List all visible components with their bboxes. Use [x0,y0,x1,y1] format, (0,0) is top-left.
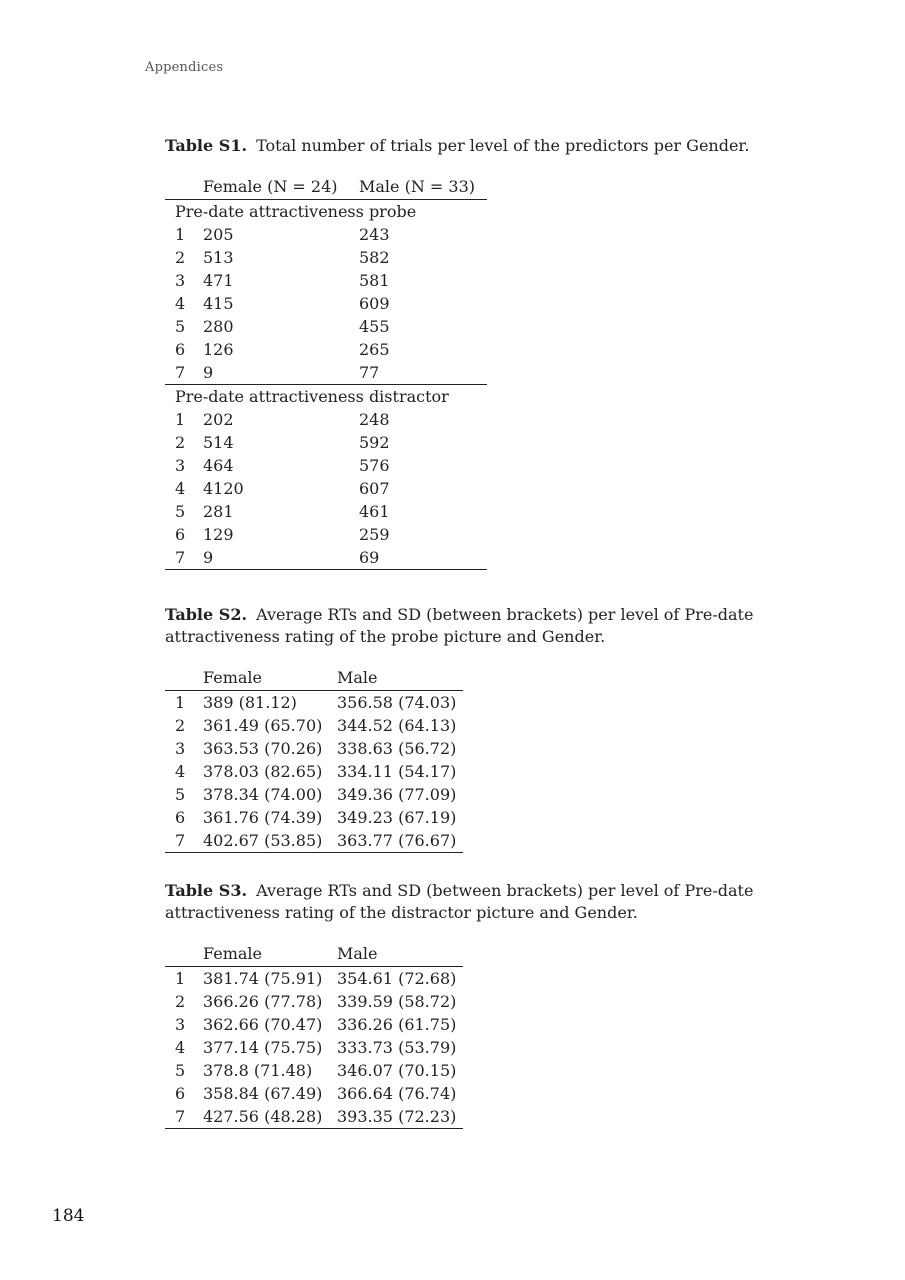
level-cell: 2 [175,716,186,735]
section-row [165,200,487,224]
level-cell: 1 [175,693,186,712]
male-cell: 346.07 (70.15) [337,1061,457,1080]
female-cell: 205 [203,225,234,244]
table-row [165,292,487,315]
female-cell: 126 [203,340,234,359]
page-number: 184 [52,1206,85,1226]
female-cell: 361.49 (65.70) [203,716,323,735]
female-cell: 4120 [203,479,244,498]
table-s2-label: Table S2. [165,605,248,624]
level-cell: 6 [175,340,186,359]
female-cell: 471 [203,271,234,290]
table-row [165,967,463,991]
table-row [165,1059,463,1082]
column-header-female: Female (N = 24) [203,173,359,200]
male-cell: 582 [359,248,390,267]
table-s3-caption [165,880,785,924]
female-cell: 358.84 (67.49) [203,1084,323,1103]
male-cell: 461 [359,502,390,521]
level-cell: 6 [175,525,186,544]
table-row [165,408,487,431]
level-cell: 1 [175,225,186,244]
level-cell: 7 [165,1105,203,1129]
male-cell: 576 [359,456,390,475]
level-cell: 7 [175,363,186,382]
male-cell: 77 [359,363,380,382]
table-row [165,269,487,292]
female-cell: 415 [203,294,234,313]
table-row [165,246,487,269]
table-s2-caption-text: Average RTs and SD (between brackets) per level of Pre-date attractiveness rating of the probe picture and Gender. [165,605,754,646]
male-cell: 333.73 (53.79) [337,1038,457,1057]
table-row [165,361,487,385]
table-row [165,691,463,715]
table-row [165,315,487,338]
table-row [165,714,463,737]
male-cell: 349.36 (77.09) [337,785,457,804]
table-row [165,829,463,853]
table-s1 [165,173,487,570]
female-cell: 361.76 (74.39) [203,808,323,827]
column-header-female: Female [203,664,337,691]
level-cell: 7 [165,546,203,570]
male-cell: 334.11 (54.17) [337,762,457,781]
column-header-male: Male (N = 33) [359,173,487,200]
level-cell: 5 [175,317,186,336]
female-cell: 427.56 (48.28) [203,1105,337,1129]
table-s1-body [165,200,487,570]
table-s2-body [165,691,463,853]
table-s3 [165,940,463,1129]
male-cell: 69 [359,546,487,570]
table-row [165,806,463,829]
table-s3-caption-text: Average RTs and SD (between brackets) per level of Pre-date attractiveness rating of the distractor picture and Gender. [165,881,754,922]
male-cell: 344.52 (64.13) [337,716,457,735]
male-cell: 336.26 (61.75) [337,1015,457,1034]
female-cell: 363.53 (70.26) [203,739,323,758]
section-title: Pre-date attractiveness probe [175,202,417,221]
table-row [165,1036,463,1059]
column-header-male: Male [337,664,463,691]
table-row [165,1013,463,1036]
level-cell: 3 [175,456,186,475]
male-cell: 349.23 (67.19) [337,808,457,827]
table-row [165,338,487,361]
table-s2 [165,664,463,853]
female-cell: 281 [203,502,234,521]
level-cell: 3 [175,271,186,290]
table-row [165,737,463,760]
table-s1-label: Table S1. [165,136,248,155]
female-cell: 9 [203,546,359,570]
table-header-row [165,173,487,200]
female-cell: 366.26 (77.78) [203,992,323,1011]
male-cell: 354.61 (72.68) [337,969,457,988]
table-s1-caption [165,135,785,157]
level-cell: 3 [175,1015,186,1034]
level-cell: 2 [175,248,186,267]
male-cell: 356.58 (74.03) [337,693,457,712]
male-cell: 592 [359,433,390,452]
table-s2-caption [165,604,785,648]
table-row [165,523,487,546]
level-cell: 1 [175,969,186,988]
female-cell: 464 [203,456,234,475]
male-cell: 259 [359,525,390,544]
male-cell: 265 [359,340,390,359]
level-cell: 2 [175,433,186,452]
female-cell: 129 [203,525,234,544]
male-cell: 455 [359,317,390,336]
male-cell: 609 [359,294,390,313]
level-cell: 4 [175,479,186,498]
female-cell: 377.14 (75.75) [203,1038,323,1057]
running-head: Appendices [145,60,224,75]
male-cell: 607 [359,479,390,498]
table-row [165,454,487,477]
column-header-male: Male [337,940,463,967]
level-cell: 6 [175,808,186,827]
table-row [165,431,487,454]
male-cell: 243 [359,225,390,244]
level-cell: 4 [175,294,186,313]
table-row [165,546,487,570]
level-cell: 5 [175,1061,186,1080]
male-cell: 248 [359,410,390,429]
section-row [165,385,487,409]
table-s1-caption-text: Total number of trials per level of the predictors per Gender. [256,136,750,155]
table-row [165,760,463,783]
column-header-female: Female [203,940,337,967]
female-cell: 280 [203,317,234,336]
table-row [165,223,487,246]
table-row [165,477,487,500]
level-cell: 5 [175,502,186,521]
table-s3-label: Table S3. [165,881,248,900]
level-cell: 7 [165,829,203,853]
male-cell: 363.77 (76.67) [337,829,463,853]
level-cell: 2 [175,992,186,1011]
level-cell: 6 [175,1084,186,1103]
level-cell: 3 [175,739,186,758]
table-row [165,1105,463,1129]
female-cell: 402.67 (53.85) [203,829,337,853]
female-cell: 378.8 (71.48) [203,1061,313,1080]
female-cell: 362.66 (70.47) [203,1015,323,1034]
level-cell: 4 [175,1038,186,1057]
table-header-row [165,664,463,691]
female-cell: 513 [203,248,234,267]
section-title: Pre-date attractiveness distractor [165,385,487,409]
female-cell: 202 [203,410,234,429]
male-cell: 366.64 (76.74) [337,1084,457,1103]
table-header-row [165,940,463,967]
female-cell: 381.74 (75.91) [203,969,323,988]
female-cell: 9 [203,363,214,382]
female-cell: 389 (81.12) [203,693,297,712]
female-cell: 378.34 (74.00) [203,785,323,804]
table-row [165,990,463,1013]
table-s3-body [165,967,463,1129]
table-row [165,500,487,523]
table-row [165,1082,463,1105]
male-cell: 581 [359,271,390,290]
female-cell: 378.03 (82.65) [203,762,323,781]
table-row [165,783,463,806]
level-cell: 5 [175,785,186,804]
male-cell: 339.59 (58.72) [337,992,457,1011]
female-cell: 514 [203,433,234,452]
male-cell: 338.63 (56.72) [337,739,457,758]
level-cell: 1 [175,410,186,429]
male-cell: 393.35 (72.23) [337,1105,463,1129]
level-cell: 4 [175,762,186,781]
